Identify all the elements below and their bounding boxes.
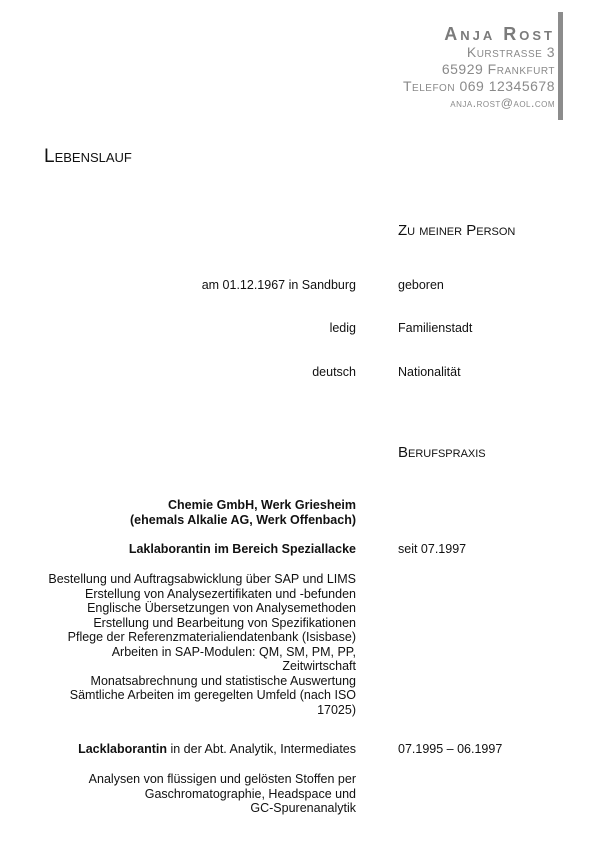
nationality-label: Nationalität xyxy=(398,365,461,379)
address-city: 65929 Frankfurt xyxy=(441,61,555,77)
job1-task: Monatsabrechnung und statistische Auswertung xyxy=(90,673,356,688)
company-former-name: (ehemals Alkalie AG, Werk Offenbach) xyxy=(130,513,356,527)
header-accent-bar xyxy=(558,12,563,120)
job2-title xyxy=(26,742,356,757)
job1-task: Sämtliche Arbeiten im geregelten Umfeld (nach ISO xyxy=(69,688,356,702)
email-address: anja.rost@aol.com xyxy=(450,96,555,110)
job2-task: Gaschromatographie, Headspace und xyxy=(144,786,356,801)
job1-task: 17025) xyxy=(317,702,356,717)
address-street: Kurstrasse 3 xyxy=(466,44,555,60)
job2-title-role: Lacklaborantin xyxy=(78,742,167,756)
document-title: Lebenslauf xyxy=(44,146,132,167)
section-heading-career: Berufspraxis xyxy=(398,444,486,461)
job2-title-dept: in der Abt. Analytik, Intermediates xyxy=(167,742,356,756)
job2-task: GC-Spurenanalytik xyxy=(250,801,356,815)
job1-date: seit 07.1997 xyxy=(398,542,467,556)
job1-task: Zeitwirtschaft xyxy=(282,659,356,673)
contact-header xyxy=(403,24,555,111)
job1-task: Bestellung und Auftragsabwicklung über SAP und LIMS xyxy=(48,572,356,586)
phone-number: Telefon 069 12345678 xyxy=(403,78,555,94)
job1-task-list xyxy=(26,572,356,717)
marital-status-label: Familienstadt xyxy=(398,321,473,335)
job1-task: Erstellung von Analysezertifikaten und -befunden xyxy=(84,586,356,601)
birth-info: am 01.12.1967 in Sandburg xyxy=(201,278,356,292)
company-name: Chemie GmbH, Werk Griesheim xyxy=(167,498,356,512)
job1-task: Erstellung und Bearbeitung von Spezifikationen xyxy=(93,615,356,630)
job1-task: Pflege der Referenzmaterialiendatenbank (Isisbase) xyxy=(67,630,356,644)
section-heading-person: Zu meiner Person xyxy=(398,222,516,239)
job2-task-list xyxy=(26,772,356,816)
job1-task: Englische Übersetzungen von Analysemethoden xyxy=(87,601,356,615)
birth-label: geboren xyxy=(398,278,444,292)
job1-title: Laklaborantin im Bereich Speziallacke xyxy=(128,542,356,556)
job1-task: Arbeiten in SAP-Modulen: QM, SM, PM, PP, xyxy=(111,644,356,659)
job2-task: Analysen von flüssigen und gelösten Stoffen per xyxy=(88,772,356,786)
marital-status-value: ledig xyxy=(329,321,356,335)
nationality-value: deutsch xyxy=(312,365,356,379)
applicant-name: Anja Rost xyxy=(444,24,555,44)
job2-date: 07.1995 – 06.1997 xyxy=(398,742,503,756)
